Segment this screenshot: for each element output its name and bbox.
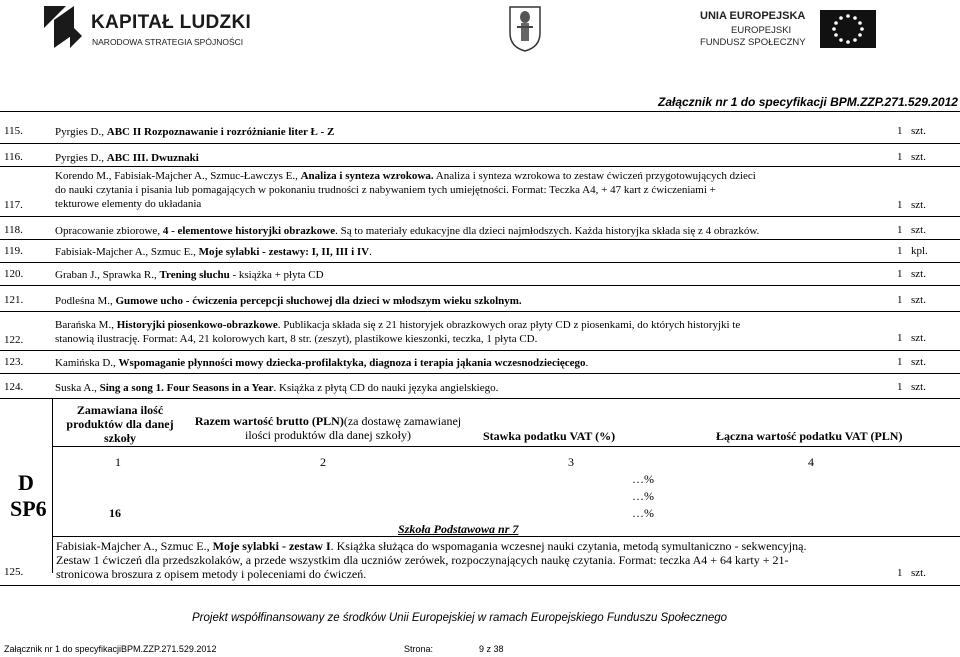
row-text-line: stanowią ilustrację. Format: A4, 21 kolorowych kart, 8 str. (zeszyt), plastikowe kieszonki, teczka, 1 płyta CD. <box>55 333 538 345</box>
row-divider <box>0 262 960 263</box>
row-text-line: Barańska M., Historyjki piosenkowo-obrazkowe. Publikacja składa się z 21 historyjek obrazkowych oraz płyty CD z piosenkami, do których historyjki te <box>55 319 741 331</box>
summary-col3-header: Stawka podatku VAT (%) <box>483 429 616 443</box>
eu-line2: EUROPEJSKI <box>731 25 792 36</box>
quantity-value: 16 <box>109 506 121 520</box>
row-divider <box>0 285 960 286</box>
footer-project: Projekt współfinansowany ze środków Unii Europejskiej w ramach Europejskiego Funduszu Społecznego <box>192 612 728 624</box>
row-quantity: 1 <box>897 125 903 137</box>
row-divider <box>0 239 960 240</box>
row-number: 123. <box>4 356 24 368</box>
row-text-line: stronicowa broszura z opisem metody i poleceniami do ćwiczeń. <box>56 567 367 581</box>
row-quantity: 1 <box>897 199 903 211</box>
row-quantity: 1 <box>897 245 903 257</box>
row-unit: szt. <box>911 224 926 236</box>
row-number: 124. <box>4 381 24 393</box>
row-text: Graban J., Sprawka R., Trening słuchu - książka + płyta CD <box>55 269 324 281</box>
row-unit: kpl. <box>911 245 928 257</box>
eu-line1: UNIA EUROPEJSKA <box>700 10 806 22</box>
row-quantity: 1 <box>897 381 903 393</box>
kl-title: KAPITAŁ LUDZKI <box>91 12 252 33</box>
side-label-sp6: SP6 <box>10 496 47 521</box>
footer-page-value: 9 z 38 <box>479 644 504 654</box>
eu-line3: FUNDUSZ SPOŁECZNY <box>700 37 806 48</box>
coat-of-arms-icon <box>508 3 542 53</box>
vat-rate-1: …% <box>632 472 654 486</box>
row-divider <box>0 585 960 586</box>
footer-annex: Załącznik nr 1 do specyfikacjiBPM.ZZP.271.529.2012 <box>4 644 217 654</box>
row-quantity: 1 <box>897 356 903 368</box>
row-number: 125. <box>4 566 24 578</box>
row-divider <box>0 350 960 351</box>
row-unit: szt. <box>911 151 926 163</box>
row-text: Fabisiak-Majcher A., Szmuc E., Moje sylabki - zestawy: I, II, III i IV. <box>55 246 372 258</box>
row-text: Podleśna M., Gumowe ucho - ćwiczenia percepcji słuchowej dla dzieci w młodszym wieku szkolnym. <box>55 295 522 307</box>
summary-col1-header: Zamawiana ilość produktów dla danej szkoły <box>66 403 174 445</box>
row-unit: szt. <box>911 567 926 579</box>
kl-subtitle: NARODOWA STRATEGIA SPÓJNOŚCI <box>92 37 244 47</box>
row-unit: szt. <box>911 268 926 280</box>
kapital-ludzki-logo <box>44 6 252 50</box>
row-unit: szt. <box>911 125 926 137</box>
row-number: 121. <box>4 294 24 306</box>
row-number: 120. <box>4 268 24 280</box>
school-name: Szkoła Podstawowa nr 7 <box>398 522 519 536</box>
kapital-ludzki-emblem-icon <box>44 6 84 50</box>
row-number: 122. <box>4 334 24 346</box>
row-divider <box>0 166 960 167</box>
row-number: 119. <box>4 245 23 257</box>
summary-col4-header: Łączna wartość podatku VAT (PLN) <box>716 429 903 443</box>
row-number: 117. <box>4 199 23 211</box>
vat-rate-2: …% <box>632 489 654 503</box>
row-text-line: Zestaw 1 ćwiczeń dla przedszkolaków, a przede wszystkim dla uczniów zerówek, rozpoczynających naukę czytania. Format: teczka A4 + 64 karty + 21- <box>56 553 789 567</box>
row-unit: szt. <box>911 356 926 368</box>
summary-left-rule <box>52 398 53 573</box>
row-quantity: 1 <box>897 224 903 236</box>
row-text: Pyrgies D., ABC II Rozpoznawanie i rozróżnianie liter Ł - Z <box>55 126 335 138</box>
vat-rate-3: …% <box>632 506 654 520</box>
row-divider <box>0 373 960 374</box>
row-text-line: Korendo M., Fabisiak-Majcher A., Szmuc-Ławczys E., Analiza i synteza wzrokowa. Analiza i synteza wzrokowa to zestaw ćwiczeń przygotowujących dzieci <box>55 170 756 182</box>
row-text: Suska A., Sing a song 1. Four Seasons in a Year. Książka z płytą CD do nauki języka angielskiego. <box>55 382 499 394</box>
row-text-line: tekturowe elementy do układania <box>55 198 202 210</box>
row-number: 116. <box>4 151 23 163</box>
row-quantity: 1 <box>897 567 903 579</box>
row-divider <box>0 143 960 144</box>
row-unit: szt. <box>911 332 926 344</box>
row-text: Kamińska D., Wspomaganie płynności mowy dziecka-profilaktyka, diagnoza i terapia jąkania wczesnodziecięcego. <box>55 357 589 369</box>
summary-header-rule <box>52 446 960 447</box>
row-text-line: Fabisiak-Majcher A., Szmuc E., Moje sylabki - zestaw I. Książka służąca do wspomagania wczesnej nauki czytania, metodą symultaniczno - sekwencyjną. <box>56 539 807 553</box>
row-divider <box>0 311 960 312</box>
row-quantity: 1 <box>897 332 903 344</box>
side-label-d: D <box>18 470 34 495</box>
summary-col2-header: Razem wartość brutto (PLN)(za dostawę zamawianej ilości produktów dla danej szkoły) <box>194 414 462 442</box>
row-unit: szt. <box>911 294 926 306</box>
row-number: 118. <box>4 224 23 236</box>
eu-flag-icon <box>820 10 876 48</box>
row-quantity: 1 <box>897 151 903 163</box>
row-unit: szt. <box>911 199 926 211</box>
summary-col-number-2: 2 <box>320 455 326 469</box>
summary-bottom-rule <box>52 536 960 537</box>
row-unit: szt. <box>911 381 926 393</box>
summary-col-number-4: 4 <box>808 455 814 469</box>
row-text: Opracowanie zbiorowe, 4 - elementowe historyjki obrazkowe. Są to materiały edukacyjne dla dzieci najmłodszych. Każda historyjka składa się z 4 obrazków. <box>55 225 760 237</box>
row-text-line: do nauki czytania i pisania lub pomagających w pokonaniu trudności z nabywaniem tych umiejętności. Format: Teczka A4, + 47 kart z ćwiczeniami + <box>55 184 716 196</box>
header-rule <box>0 111 960 112</box>
row-quantity: 1 <box>897 268 903 280</box>
summary-col-number-3: 3 <box>568 455 574 469</box>
row-divider <box>0 216 960 217</box>
eu-logo <box>690 10 940 54</box>
row-number: 115. <box>4 125 23 137</box>
footer-page-label: Strona: <box>404 644 434 654</box>
row-text: Pyrgies D., ABC III. Dwuznaki <box>55 152 199 164</box>
row-divider <box>0 398 960 399</box>
annex-header: Załącznik nr 1 do specyfikacji BPM.ZZP.271.529.2012 <box>658 95 958 109</box>
summary-col-number-1: 1 <box>115 455 121 469</box>
row-quantity: 1 <box>897 294 903 306</box>
